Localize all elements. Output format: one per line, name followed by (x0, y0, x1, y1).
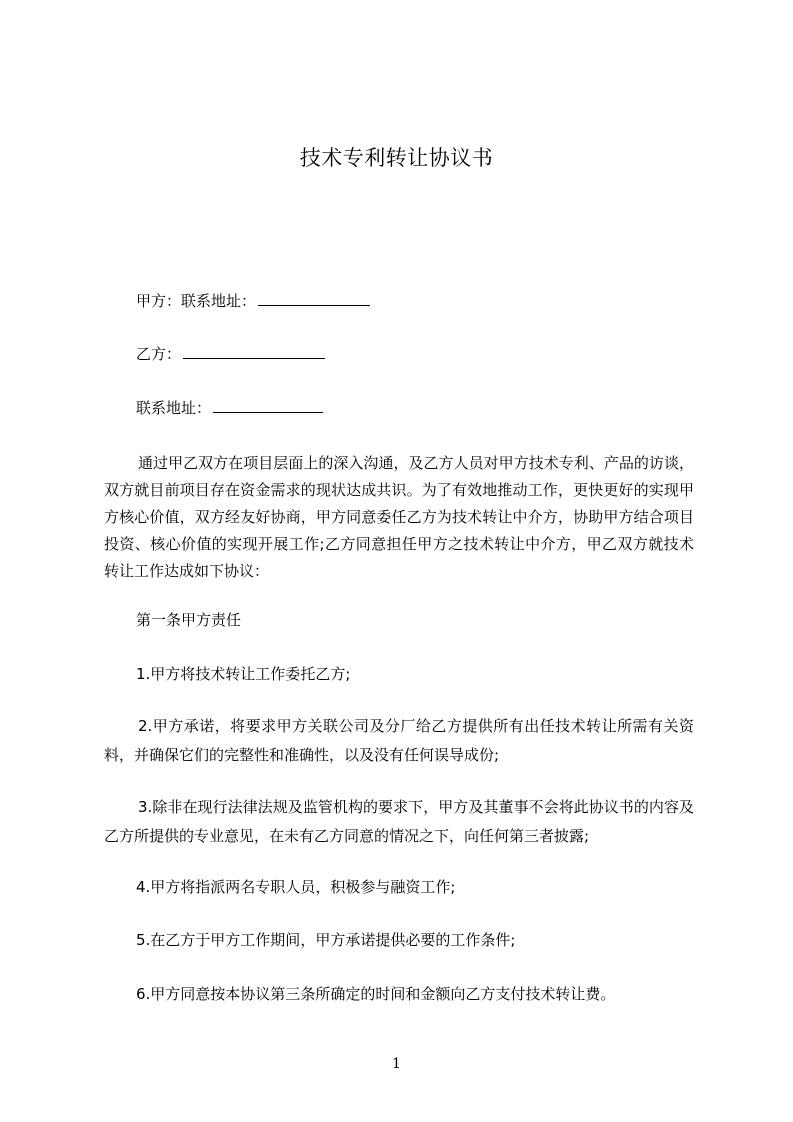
list-item: 6.甲方同意按本协议第三条所确定的时间和金额向乙方支付技术转让费。 (136, 985, 616, 1003)
document-title: 技术专利转让协议书 (299, 146, 494, 170)
address-line (136, 397, 323, 419)
list-item-text: 2.甲方承诺，将要求甲方关联公司及分厂给乙方提供所有出任技术转让所需有关资料，并确保它们的完整性和准确性，以及没有任何误导成份; (104, 717, 694, 764)
list-item: 4.甲方将指派两名专职人员，积极参与融资工作; (136, 878, 456, 896)
party-a-line (136, 290, 370, 312)
list-item: 1.甲方将技术转让工作委托乙方; (136, 665, 351, 683)
party-a-label: 甲方：联系地址： (136, 292, 257, 310)
intro-paragraph-text: 通过甲乙双方在项目层面上的深入沟通，及乙方人员对甲方技术专利、产品的访谈，双方就目前项目存在资金需求的现状达成共识。为了有效地推动工作，更快更好的实现甲方核心价值，双方经友好协商，甲方同意委任乙方为技术转让中介方，协助甲方结合项目投资、核心价值的实现开展工作;乙方同意担任甲方之技术转让中介方，甲乙双方就技术转让工作达成如下协议： (104, 454, 694, 580)
list-item-text: 3.除非在现行法律法规及监管机构的要求下，甲方及其董事不会将此协议书的内容及乙方所提供的专业意见，在未有乙方同意的情况之下，向任何第三者披露; (104, 798, 694, 845)
intro-paragraph (104, 450, 694, 585)
list-item: 5.在乙方于甲方工作期间，甲方承诺提供必要的工作条件; (136, 931, 516, 949)
list-item (104, 793, 694, 851)
party-a-address-blank (258, 291, 370, 306)
list-item (104, 712, 694, 770)
address-label: 联系地址： (136, 399, 212, 417)
party-b-line (136, 343, 325, 365)
address-blank (213, 398, 323, 413)
party-b-label: 乙方： (136, 345, 182, 363)
section-heading: 第一条甲方责任 (136, 611, 242, 629)
party-b-name-blank (183, 344, 325, 359)
page-number: 1 (392, 1056, 401, 1072)
